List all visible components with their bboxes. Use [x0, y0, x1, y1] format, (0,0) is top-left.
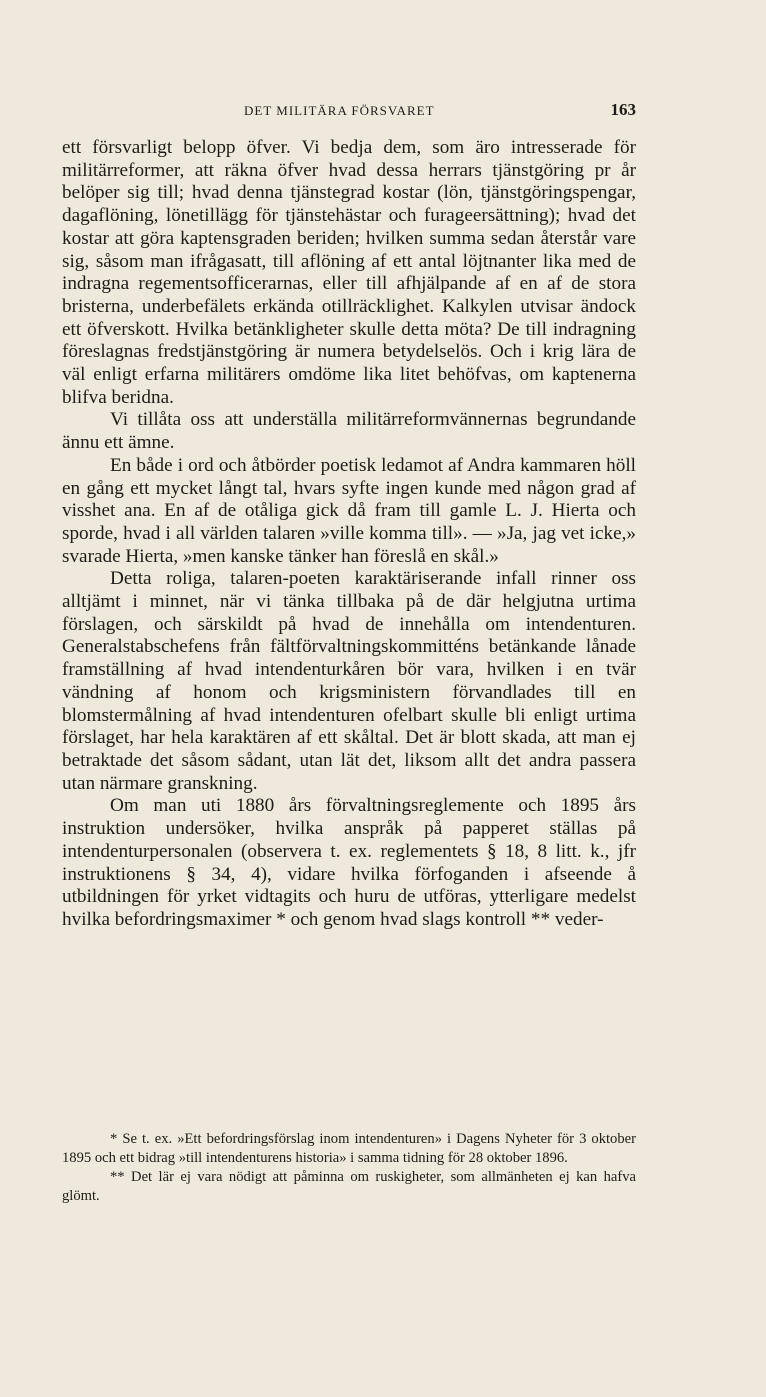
footnote-1: * Se t. ex. »Ett befordringsförslag inom intendenturen» i Dagens Nyheter för 3 oktober 1895 och ett bidrag »till intendenturens historia» i samma tidning för 28 oktober 1896. — [62, 1131, 636, 1166]
body-text — [62, 137, 636, 932]
page-header — [62, 100, 636, 122]
page-number: 163 — [610, 100, 636, 119]
paragraph-1: ett försvarligt belopp öfver. Vi bedja dem, som äro intresserade för militärreformer, att räkna öfver hvad dessa herrars tjänstgöring pr år belöper sig till; hvad denna tjänstegrad kostar (lön, tjänstgöringspengar, dagaflöning, lönetillägg för tjänstehästar och furageersättning); hvad det kostar att göra kaptensgraden beriden; hvilken summa sedan återstår vare sig, såsom man ifrågasatt, till aflöning af ett antal löjtnanter lika med de indragna regementsofficerarnas, eller till afhjälpande af en af de stora bristerna, underbefälets erkända otillräcklighet. Kalkylen utvisar ändock ett öfverskott. Hvilka betänkligheter skulle detta möta? De till indragning föreslagnas fredstjänstgöring är numera betydelselös. Och i krig lära de väl enligt erfarna militärers omdöme lika litet behöfvas, om kaptenerna blifva beridna. — [62, 137, 636, 408]
footnote-2: ** Det lär ej vara nödigt att påminna om ruskigheter, som allmänheten ej kan hafva glömt. — [62, 1169, 636, 1204]
paragraph-3: En både i ord och åtbörder poetisk ledamot af Andra kammaren höll en gång ett mycket långt tal, hvars syfte ingen kunde med någon grad af visshet ana. En af de otåliga gick då fram till gamle L. J. Hierta och sporde, hvad i all världen talaren »ville komma till». — »Ja, jag vet icke,» svarade Hierta, »men kanske tänker han föreslå en skål.» — [62, 454, 636, 567]
running-title: DET MILITÄRA FÖRSVARET — [244, 103, 435, 118]
paragraph-2: Vi tillåta oss att underställa militärreformvännernas begrundande ännu ett ämne. — [62, 409, 636, 454]
footnotes — [62, 1130, 636, 1206]
paragraph-4: Detta roliga, talaren-poeten karaktäriserande infall rinner oss alltjämt i minnet, när vi tänka tillbaka på de där helgjutna urtima förslagen, och särskildt på hvad de innehålla om intendenturen. Generalstabschefens från fältförvaltningskommitténs betänkande lånade framställning af hvad intendenturkåren bör vara, hvilken i en tvär vändning af honom och krigsministern förvandlades till en blomstermålning af hvad intendenturen ofelbart skulle bli enligt urtima förslaget, har hela karaktären af ett skåltal. Det är blott skada, att man ej betraktade det såsom sådant, utan lät det, liksom allt det andra passera utan närmare granskning. — [62, 568, 636, 794]
paragraph-5: Om man uti 1880 års förvaltningsreglemente och 1895 års instruktion undersöker, hvilka anspråk på papperet ställas på intendenturpersonalen (observera t. ex. reglementets § 18, 8 litt. k., jfr instruktionens § 34, 4), vidare hvilka förfoganden i afseende å utbildningen för yrket vidtagits och huru de utföras, ytterligare medelst hvilka befordringsmaximer * och genom hvad slags kontroll ** veder- — [62, 795, 636, 930]
